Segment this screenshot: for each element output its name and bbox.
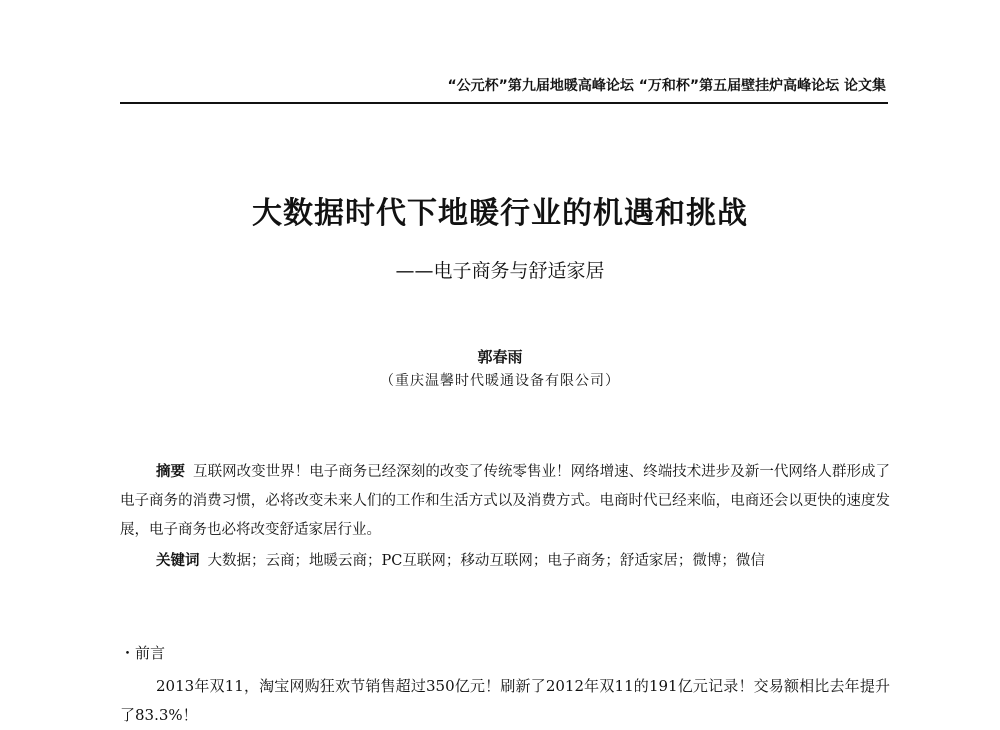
running-header: “公元杯”第九届地暖高峰论坛 “万和杯”第五届壁挂炉高峰论坛 论文集	[447, 78, 886, 94]
section-heading: ・前言	[120, 644, 166, 662]
author-affiliation: （重庆温馨时代暖通设备有限公司）	[380, 373, 620, 389]
paper-subtitle: ——电子商务与舒适家居	[395, 260, 605, 282]
author-name: 郭春雨	[477, 348, 523, 366]
keywords-label: 关键词	[156, 553, 200, 569]
abstract-block	[120, 458, 890, 545]
paper-title: 大数据时代下地暖行业的机遇和挑战	[252, 196, 748, 231]
abstract-label: 摘要	[156, 464, 186, 480]
keywords-block	[120, 547, 890, 576]
intro-paragraph: 2013年双11，淘宝网购狂欢节销售超过350亿元！刷新了2012年双11的191亿元记录！交易额相比去年提升了83.3%！	[120, 677, 890, 724]
header-rule	[120, 102, 888, 104]
abstract-text: 互联网改变世界！电子商务已经深刻的改变了传统零售业！网络增速、终端技术进步及新一代网络人群形成了电子商务的消费习惯，必将改变未来人们的工作和生活方式以及消费方式。电商时代已经来临，电商还会以更快的速度发展，电子商务也必将改变舒适家居行业。	[120, 464, 891, 538]
keywords-text: 大数据；云商；地暖云商；PC互联网；移动互联网；电子商务；舒适家居；微博；微信	[207, 553, 765, 569]
